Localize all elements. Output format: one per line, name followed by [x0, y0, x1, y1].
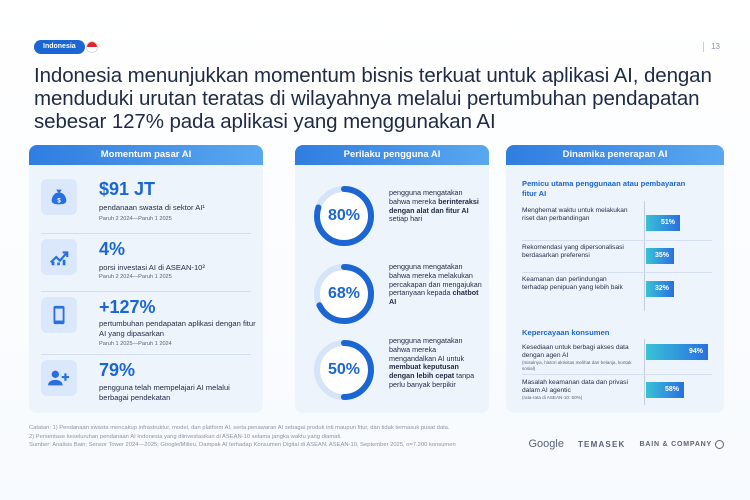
stat-period: Paruh 2 2024—Paruh 1 2025	[99, 216, 172, 222]
row-label: Keamanan dan perlindungan terhadap penipuan yang lebih baik	[522, 276, 623, 292]
stat-desc: porsi investasi AI di ASEAN-10²	[99, 263, 205, 272]
temasek-logo: TEMASEK	[577, 439, 626, 449]
user-behavior-panel	[295, 145, 489, 413]
bain-circle-icon	[715, 440, 724, 449]
divider	[522, 240, 712, 241]
footnote: 2) Persentase keseluruhan pendanaan AI Indonesia yang diinvestasikan di ASEAN-10 selama jangka waktu yang diamati.	[29, 433, 342, 440]
row-label: Masalah keamanan data dan privasi dalam AI agentic (rata-rata di ASEAN-10: 50%)	[522, 379, 634, 401]
stat-period: Paruh 2 2024—Paruh 1 2025	[99, 274, 172, 280]
divider	[522, 374, 712, 375]
behavior-text: pengguna mengatakan bahwa mereka berinteraksi dengan alat dan fitur AI setiap hari	[389, 188, 479, 224]
section-title: Kepercayaan konsumen	[522, 328, 610, 337]
page-number: 13	[711, 42, 720, 51]
footnote: Catatan: 1) Pendanaan swasta mencakup infrastruktur, model, dan platform AI, serta penawaran AI sebagai produk inti maupun fitur, dan tidak termasuk pusat data.	[29, 425, 450, 431]
market-momentum-panel	[29, 145, 263, 413]
panel-heading: Perilaku pengguna AI	[295, 145, 489, 165]
row-label: Kesediaan untuk berbagi akses data dengan agen AI (misalnya, histori aktivitas melihat dan belanja, kontak sosial)	[522, 344, 634, 372]
percent-ring	[313, 263, 375, 325]
value-bar: 35%	[646, 248, 674, 264]
google-logo: Google	[528, 438, 564, 450]
indonesia-flag-icon	[86, 41, 98, 53]
percent-label: 50%	[327, 361, 361, 378]
value-bar: 94%	[646, 344, 708, 360]
row-note: (misalnya, histori aktivitas melihat dan belanja, kontak sosial)	[522, 360, 632, 372]
behavior-text: pengguna mengatakan bahwa mereka melakukan percakapan dan mengajukan pertanyaan kepada chatbot AI	[389, 262, 482, 307]
divider	[522, 272, 712, 273]
behavior-text: pengguna mengatakan bahwa mereka mengandalkan AI untuk membuat keputusan dengan lebih cepat tanpa perlu banyak berpikir	[389, 336, 475, 389]
divider	[41, 354, 251, 355]
stat-value: 79%	[99, 360, 136, 380]
bar-baseline	[644, 339, 645, 405]
panel-heading: Dinamika penerapan AI	[506, 145, 724, 165]
smartphone-icon	[41, 297, 77, 333]
slide-title: Indonesia menunjukkan momentum bisnis terkuat untuk aplikasi AI, dengan menduduki urutan teratas di wilayahnya melalui pertumbuhan pendapatan sebesar 127% pada aplikasi yang menggunakan AI	[34, 64, 712, 133]
people-add-icon	[41, 360, 77, 396]
value-bar: 58%	[646, 382, 684, 398]
stat-value: +127%	[99, 297, 156, 317]
row-label: Menghemat waktu untuk melakukan riset dan perbandingan	[522, 207, 628, 223]
stat-period: Paruh 1 2025—Paruh 1 2024	[99, 341, 172, 347]
percent-label: 80%	[327, 207, 361, 224]
stat-value: 4%	[99, 239, 126, 259]
svg-text:$: $	[57, 197, 61, 205]
percent-ring	[313, 185, 375, 247]
value-bar: 51%	[646, 215, 680, 231]
panel-heading: Momentum pasar AI	[29, 145, 263, 165]
country-tag: Indonesia	[34, 40, 85, 54]
source-note: Sumber: Analisis Bain; Sensor Tower 2024—2025; Google/Milieu, Dampak AI terhadap Konsumen Digital di ASEAN, ASEAN-10, September 2025, n=7.200 konsumen	[29, 442, 456, 449]
stat-desc: pendanaan swasta di sektor AI¹	[99, 203, 205, 212]
partner-logos	[528, 438, 724, 450]
percent-ring	[313, 339, 375, 401]
value-bar: 32%	[646, 281, 674, 297]
trend-chart-icon	[41, 239, 77, 275]
stat-desc: pengguna telah mempelajari AI melalui berbagai pendekatan	[99, 383, 230, 402]
money-bag-icon	[41, 179, 77, 215]
section-title: Pemicu utama penggunaan atau pembayaran fitur AI	[522, 179, 686, 198]
divider	[41, 291, 251, 292]
divider	[41, 233, 251, 234]
row-label: Rekomendasi yang dipersonalisasi berdasarkan preferensi	[522, 244, 624, 260]
row-note: (rata-rata di ASEAN-10: 50%)	[522, 395, 583, 401]
bar-baseline	[644, 201, 645, 311]
stat-value: $91 JT	[99, 179, 156, 199]
stat-desc: pertumbuhan pendapatan aplikasi dengan fitur AI yang dipasarkan	[99, 319, 256, 338]
percent-label: 68%	[327, 285, 361, 302]
adoption-dynamics-panel	[506, 145, 724, 413]
footnotes	[29, 424, 559, 450]
bain-logo: BAIN & COMPANY	[639, 440, 724, 449]
